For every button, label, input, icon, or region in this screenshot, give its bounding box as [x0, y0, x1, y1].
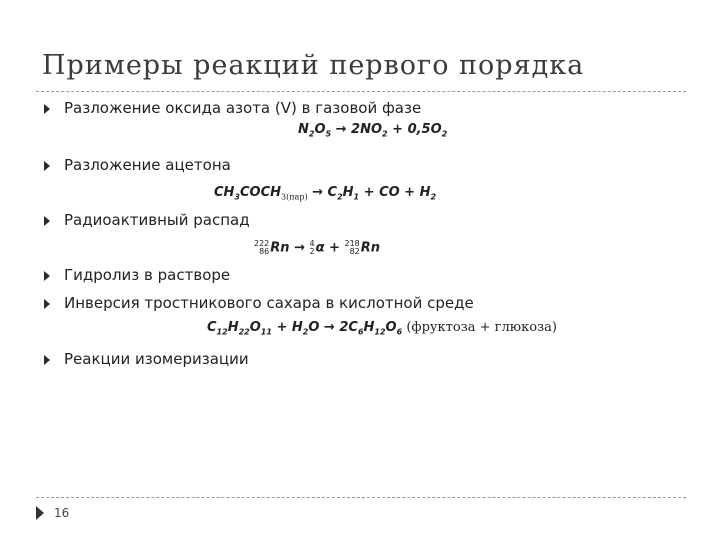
footer-marker-icon: [36, 506, 44, 520]
page-number: 16: [54, 506, 70, 520]
bullet-icon: [44, 271, 50, 281]
list-item-text: Разложение оксида азота (V) в газовой фазе: [64, 99, 422, 117]
list-item-text: Разложение ацетона: [64, 156, 231, 174]
bullet-icon: [44, 161, 50, 171]
footer-divider: [36, 497, 686, 498]
formula-radon: 222 86Rn → 4 2α + 218 82Rn: [254, 239, 381, 256]
formula-n2o5: $N_2O_5 \to 2NO_2 + 0,5O_2$: [298, 122, 448, 139]
bullet-icon: [44, 299, 50, 309]
formula-acetone: $CH_3COCH_{3(пар)} \to C_2H_1$ + CO + $H_2$: [214, 185, 437, 202]
title-divider: [36, 91, 686, 92]
bullet-icon: [44, 355, 50, 365]
slide-title: Примеры реакций первого порядка: [42, 50, 585, 81]
list-item-text: Реакции изомеризации: [64, 350, 249, 368]
bullet-icon: [44, 104, 50, 114]
list-item-text: Инверсия тростникового сахара в кислотной среде: [64, 294, 474, 312]
bullet-icon: [44, 216, 50, 226]
list-item-text: Радиоактивный распад: [64, 211, 250, 229]
formula-sucrose: $C_{12}H_{22}O_{11} + H_2O \to 2C_6H_{12}O_6$ (фруктоза + глюкоза): [207, 320, 557, 337]
list-item-text: Гидролиз в растворе: [64, 266, 231, 284]
